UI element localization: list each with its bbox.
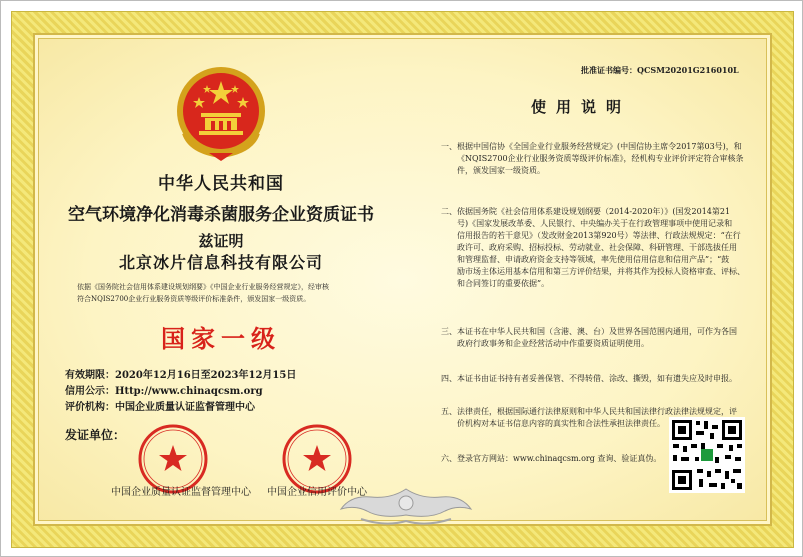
certificate-number: 批准证书编号：QCSM20201G216010L <box>581 65 739 75</box>
certificate-level: 国家一级 <box>161 324 281 353</box>
seal-label: 中国企业质量认证监督管理中心 <box>111 487 251 498</box>
national-emblem-icon <box>171 63 271 163</box>
issuer-label: 发证单位： <box>65 428 126 442</box>
rule-line: 《NQIS2700企业行业服务资质等级评价标准》，经机构专业评价评定符合审核条 <box>457 154 744 163</box>
rule-line: 件，颁发国家一级资质。 <box>457 166 545 175</box>
rule-number: 六、 <box>441 454 457 463</box>
rule-item <box>441 141 744 177</box>
usage-title: 使用说明 <box>530 98 631 116</box>
rule-line: 和合同签订的重要依据”。 <box>457 279 550 288</box>
rule-line: 本证书在中华人民共和国（含港、澳、台）及世界各国范围内通用，可作为各国 <box>457 327 737 336</box>
seal-label: 中国企业信用评价中心 <box>267 487 367 498</box>
certificate-title: 空气环境净化消毒杀菌服务企业资质证书 <box>68 205 374 225</box>
rule-number: 三、 <box>441 327 457 336</box>
rule-line: 依据国务院《社会信用体系建设规划纲要（2014-2020年）》(国发2014第21 <box>457 207 731 216</box>
company-name: 北京冰片信息科技有限公司 <box>118 253 323 272</box>
ornament-icon <box>331 485 481 529</box>
rule-line: 和管理监督、申请政府资金支持等领域，率先使用信用信息和信用产品”；“鼓 <box>457 255 730 264</box>
rule-item <box>441 206 745 290</box>
rule-line: 政府行政事务和企业经营活动中作重要资质证明使用。 <box>457 339 649 348</box>
rule-number: 四、 <box>441 374 457 383</box>
rule-item <box>441 373 737 385</box>
rule-item <box>441 326 737 350</box>
basis-line: 符合NQIS2700企业行业服务资质等级评价标准条件，颁发国家一级资质。 <box>77 295 311 303</box>
qr-code-icon <box>669 417 745 493</box>
rule-line: 法律责任，根据国际通行法律原则和中华人民共和国法律行政法律法规规定，评 <box>457 407 737 416</box>
title-line-1: 中华人民共和国 <box>158 174 284 194</box>
rule-line: 信用报告的若干意见》（发改财金2013第920号）等法律、行政法规规定：“在行 <box>457 231 741 240</box>
public-site: 信用公示：Http://www.chinaqcsm.org <box>65 386 263 397</box>
rating-organization: 评价机构：中国企业质量认证监督管理中心 <box>65 402 255 413</box>
rule-number: 二、 <box>441 207 457 216</box>
rule-line: 号)《国家发展改革委、人民银行、中央编办关于在行政管理事项中使用记录和 <box>457 219 733 228</box>
basis-line: 依据《国务院社会信用体系建设规划纲要》《中国企业行业服务经营规定》，经审核 <box>77 283 329 291</box>
rule-line: 励市场主体运用基本信用和第三方评价结果，并将其作为投标人资格审查、评标、 <box>457 267 745 276</box>
rule-line: 本证书由证书持有者妥善保管、不得转借、涂改、撕毁，如有遗失应及时申报。 <box>457 374 737 383</box>
prove-text: 兹证明 <box>198 232 244 250</box>
rule-line: 根据中国信协《全国企业行业服务经营规定》(中国信协主席令2017第03号)，和 <box>457 142 742 151</box>
rule-item <box>441 453 661 465</box>
basis-text <box>77 281 377 305</box>
rule-number: 一、 <box>441 142 457 151</box>
rule-line: 价机构对本证书信息内容的真实性和合法性承担法律责任。 <box>457 419 665 428</box>
validity-period: 有效期限：2020年12月16日至2023年12月15日 <box>65 370 297 381</box>
rule-line: 登录官方网站：www.chinaqcsm.org 查询、验证真伪。 <box>457 454 662 463</box>
rule-line: 政许可、政府采购、招标投标、劳动就业、社会保障、科研管理、干部选拔任用 <box>457 243 737 252</box>
rule-number: 五、 <box>441 407 457 416</box>
